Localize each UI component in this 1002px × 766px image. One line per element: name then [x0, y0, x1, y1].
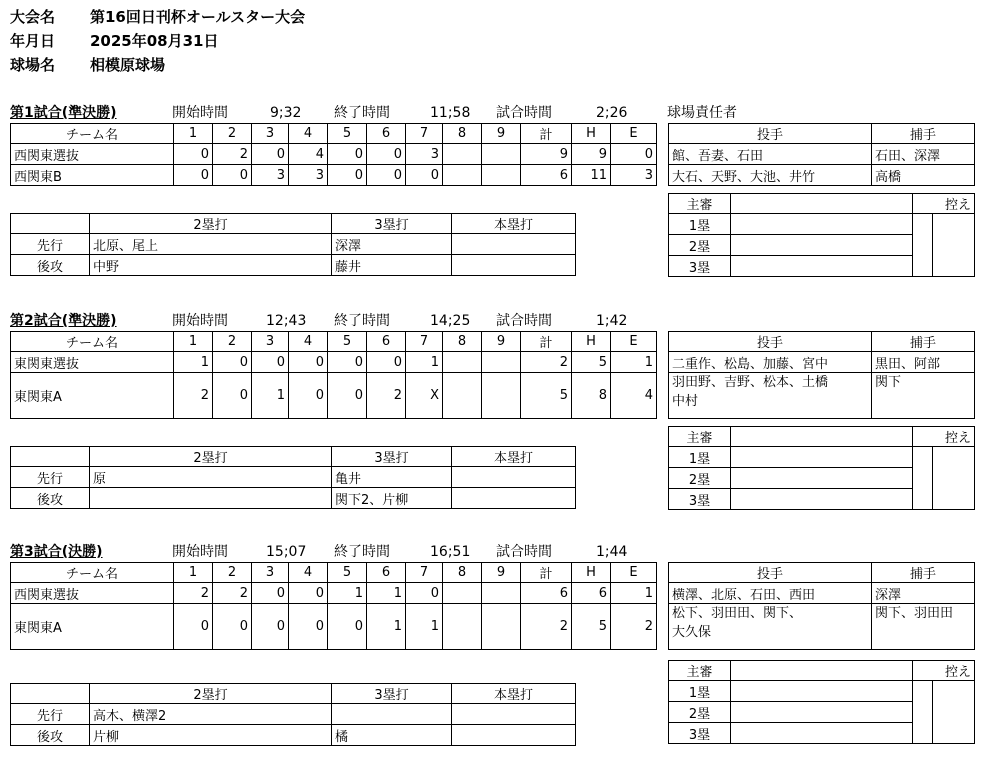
inning-header: 6 — [367, 563, 406, 583]
venue-value: 相模原球場 — [90, 56, 166, 74]
game-title: 第2試合(準決勝) — [10, 313, 117, 329]
inning-score: 0 — [289, 583, 328, 604]
inning-header: 6 — [367, 124, 406, 144]
inning-score: 0 — [367, 165, 406, 186]
inning-score — [482, 604, 521, 650]
double-list: 中野 — [90, 255, 332, 276]
total-header: 計 — [521, 332, 572, 352]
inning-score: 0 — [289, 352, 328, 373]
inning-score — [482, 165, 521, 186]
total-score: 6 — [521, 165, 572, 186]
inning-header: 8 — [443, 563, 482, 583]
scoreboard — [10, 562, 657, 650]
homer-list — [452, 255, 576, 276]
game-title: 第3試合(決勝) — [10, 544, 103, 560]
inning-score: 1 — [406, 604, 443, 650]
date-label: 年月日 — [10, 32, 56, 50]
total-score: 9 — [521, 144, 572, 165]
homer-list — [452, 704, 576, 725]
start-label: 開始時間 — [172, 105, 228, 121]
homer-list — [452, 488, 576, 509]
inning-header: 9 — [482, 563, 521, 583]
team-name: 東関東A — [11, 373, 174, 419]
inning-score: 0 — [174, 604, 213, 650]
inning-header: 7 — [406, 332, 443, 352]
reserve-cell — [933, 681, 975, 744]
triple-list: 関下2、片柳 — [332, 488, 452, 509]
inning-header: 9 — [482, 332, 521, 352]
game-2 — [0, 311, 1002, 551]
catchers: 黒田、阿部 — [872, 352, 975, 373]
team-name: 東関東選抜 — [11, 352, 174, 373]
total-score: 6 — [521, 583, 572, 604]
blank-cell — [11, 214, 90, 234]
inning-score: 0 — [289, 604, 328, 650]
reserve-cell — [913, 447, 933, 510]
inning-score: X — [406, 373, 443, 419]
umpire-3b-label: 3塁 — [669, 256, 731, 277]
inning-header: 5 — [328, 124, 367, 144]
inning-header: 8 — [443, 332, 482, 352]
umpire-1b-label: 1塁 — [669, 214, 731, 235]
inning-score: 3 — [406, 144, 443, 165]
game-3 — [0, 542, 1002, 766]
inning-score: 2 — [174, 373, 213, 419]
duration-value: 1;44 — [596, 544, 628, 560]
catchers: 高橋 — [872, 165, 975, 186]
reserve-header: 控え — [913, 194, 975, 214]
team-row — [11, 165, 657, 186]
pitchers-line-2: 中村 — [672, 394, 699, 409]
hits-count: 9 — [572, 144, 611, 165]
umpire-3b-value — [731, 489, 913, 510]
pitchers: 大石、天野、大池、井竹 — [669, 165, 872, 186]
game-1 — [0, 103, 1002, 343]
inning-header: 4 — [289, 332, 328, 352]
umpire-3b-value — [731, 256, 913, 277]
pitchers: 二重作、松島、加藤、宮中 — [669, 352, 872, 373]
umpire-2b-label: 2塁 — [669, 702, 731, 723]
umpire-2b-label: 2塁 — [669, 468, 731, 489]
hits-count: 6 — [572, 583, 611, 604]
inning-score: 1 — [406, 352, 443, 373]
errors-count: 3 — [611, 165, 657, 186]
team-row — [11, 373, 657, 419]
catchers: 関下、羽田田 — [872, 604, 975, 650]
first-label: 先行 — [11, 467, 90, 488]
inning-score: 0 — [252, 144, 289, 165]
tournament-label: 大会名 — [10, 8, 56, 26]
catcher-header: 捕手 — [872, 332, 975, 352]
triple-list: 藤井 — [332, 255, 452, 276]
pitchers — [669, 373, 872, 419]
pitcher-header: 投手 — [669, 332, 872, 352]
total-header: 計 — [521, 124, 572, 144]
inning-score: 0 — [406, 583, 443, 604]
homer-list — [452, 725, 576, 746]
catcher-header: 捕手 — [872, 124, 975, 144]
inning-score — [482, 352, 521, 373]
inning-score: 0 — [367, 144, 406, 165]
reserve-header: 控え — [913, 427, 975, 447]
errors-count: 1 — [611, 352, 657, 373]
inning-score: 2 — [174, 583, 213, 604]
venue-label: 球場名 — [10, 56, 56, 74]
duration-label: 試合時間 — [496, 105, 552, 121]
inning-score: 3 — [252, 165, 289, 186]
inning-score: 0 — [328, 604, 367, 650]
inning-score: 0 — [174, 144, 213, 165]
catchers: 関下 — [872, 373, 975, 419]
errors-header: E — [611, 332, 657, 352]
umpire-table — [668, 426, 975, 510]
inning-score — [443, 373, 482, 419]
team-col-header: チーム名 — [11, 563, 174, 583]
inning-header: 7 — [406, 124, 443, 144]
umpire-1b-value — [731, 681, 913, 702]
hits-count: 5 — [572, 604, 611, 650]
second-label: 後攻 — [11, 488, 90, 509]
reserve-cell — [933, 447, 975, 510]
umpire-home-label: 主審 — [669, 661, 731, 681]
end-time: 11;58 — [430, 105, 471, 121]
pitchers-line-1: 松下、羽田田、関下、 — [672, 606, 803, 621]
double-list — [90, 488, 332, 509]
team-row — [11, 144, 657, 165]
start-label: 開始時間 — [172, 313, 228, 329]
errors-count: 1 — [611, 583, 657, 604]
reserve-header: 控え — [913, 661, 975, 681]
team-name: 西関東B — [11, 165, 174, 186]
team-row — [11, 583, 657, 604]
errors-count: 2 — [611, 604, 657, 650]
inning-score — [482, 583, 521, 604]
inning-header: 5 — [328, 563, 367, 583]
inning-score: 1 — [174, 352, 213, 373]
start-time: 9;32 — [270, 105, 302, 121]
total-score: 2 — [521, 352, 572, 373]
umpire-home-label: 主審 — [669, 427, 731, 447]
inning-header: 1 — [174, 124, 213, 144]
homer-header: 本塁打 — [452, 214, 576, 234]
duration-value: 1;42 — [596, 313, 628, 329]
catchers: 深澤 — [872, 583, 975, 604]
inning-score: 0 — [213, 373, 252, 419]
inning-score — [443, 604, 482, 650]
team-row — [11, 352, 657, 373]
double-header: 2塁打 — [90, 447, 332, 467]
end-label: 終了時間 — [334, 313, 390, 329]
pitchers-line-2: 大久保 — [672, 625, 712, 640]
inning-score: 4 — [289, 144, 328, 165]
inning-header: 3 — [252, 563, 289, 583]
double-list: 原 — [90, 467, 332, 488]
inning-header: 2 — [213, 563, 252, 583]
end-label: 終了時間 — [334, 544, 390, 560]
inning-score — [443, 144, 482, 165]
triple-header: 3塁打 — [332, 684, 452, 704]
second-label: 後攻 — [11, 255, 90, 276]
team-col-header: チーム名 — [11, 332, 174, 352]
catcher-header: 捕手 — [872, 563, 975, 583]
inning-score: 0 — [252, 352, 289, 373]
inning-score: 0 — [252, 604, 289, 650]
hits-header: H — [572, 332, 611, 352]
inning-score — [482, 373, 521, 419]
umpire-2b-value — [731, 702, 913, 723]
hits-count: 8 — [572, 373, 611, 419]
inning-header: 6 — [367, 332, 406, 352]
first-label: 先行 — [11, 704, 90, 725]
end-time: 16;51 — [430, 544, 471, 560]
umpire-3b-value — [731, 723, 913, 744]
double-list: 片柳 — [90, 725, 332, 746]
umpire-table — [668, 660, 975, 744]
tournament-name: 第16回日刊杯オールスター大会 — [90, 8, 306, 26]
extra-base-hits — [10, 446, 576, 509]
errors-count: 0 — [611, 144, 657, 165]
extra-base-hits — [10, 213, 576, 276]
inning-header: 7 — [406, 563, 443, 583]
duration-label: 試合時間 — [496, 544, 552, 560]
pitchers — [669, 604, 872, 650]
inning-header: 3 — [252, 332, 289, 352]
first-label: 先行 — [11, 234, 90, 255]
blank-cell — [11, 447, 90, 467]
inning-score: 0 — [367, 352, 406, 373]
umpire-2b-label: 2塁 — [669, 235, 731, 256]
umpire-2b-value — [731, 235, 913, 256]
triple-header: 3塁打 — [332, 447, 452, 467]
homer-list — [452, 467, 576, 488]
inning-score: 0 — [289, 373, 328, 419]
inning-header: 1 — [174, 563, 213, 583]
inning-score: 1 — [367, 583, 406, 604]
battery-table — [668, 123, 975, 186]
hits-count: 11 — [572, 165, 611, 186]
inning-score: 0 — [213, 165, 252, 186]
errors-header: E — [611, 563, 657, 583]
catchers: 石田、深澤 — [872, 144, 975, 165]
inning-header: 1 — [174, 332, 213, 352]
date-value: 2025年08月31日 — [90, 32, 219, 50]
duration-value: 2;26 — [596, 105, 628, 121]
errors-count: 4 — [611, 373, 657, 419]
second-label: 後攻 — [11, 725, 90, 746]
triple-list: 橘 — [332, 725, 452, 746]
umpire-3b-label: 3塁 — [669, 489, 731, 510]
inning-score: 0 — [174, 165, 213, 186]
scoreboard — [10, 123, 657, 186]
umpire-3b-label: 3塁 — [669, 723, 731, 744]
extra-base-hits — [10, 683, 576, 746]
triple-list: 亀井 — [332, 467, 452, 488]
pitcher-header: 投手 — [669, 563, 872, 583]
inning-score: 1 — [328, 583, 367, 604]
umpire-home-value — [731, 661, 913, 681]
total-score: 2 — [521, 604, 572, 650]
hits-header: H — [572, 563, 611, 583]
umpire-home-value — [731, 427, 913, 447]
inning-header: 5 — [328, 332, 367, 352]
inning-score: 0 — [406, 165, 443, 186]
inning-header: 9 — [482, 124, 521, 144]
total-header: 計 — [521, 563, 572, 583]
umpire-1b-label: 1塁 — [669, 447, 731, 468]
inning-score — [443, 352, 482, 373]
duration-label: 試合時間 — [496, 313, 552, 329]
inning-score: 3 — [289, 165, 328, 186]
umpire-home-label: 主審 — [669, 194, 731, 214]
inning-score: 1 — [252, 373, 289, 419]
double-list: 高木、横澤2 — [90, 704, 332, 725]
venue-row — [10, 54, 165, 75]
game-title: 第1試合(準決勝) — [10, 105, 117, 121]
inning-score — [482, 144, 521, 165]
homer-list — [452, 234, 576, 255]
pitchers: 館、吾妻、石田 — [669, 144, 872, 165]
end-time: 14;25 — [430, 313, 471, 329]
inning-header: 3 — [252, 124, 289, 144]
team-name: 西関東選抜 — [11, 583, 174, 604]
triple-list: 深澤 — [332, 234, 452, 255]
inning-header: 4 — [289, 124, 328, 144]
inning-score: 0 — [328, 144, 367, 165]
reserve-cell — [913, 681, 933, 744]
homer-header: 本塁打 — [452, 684, 576, 704]
start-time: 12;43 — [266, 313, 307, 329]
inning-score: 0 — [213, 604, 252, 650]
inning-score: 0 — [328, 165, 367, 186]
scoreboard — [10, 331, 657, 419]
inning-score: 2 — [367, 373, 406, 419]
team-name: 西関東選抜 — [11, 144, 174, 165]
errors-header: E — [611, 124, 657, 144]
reserve-cell — [933, 214, 975, 277]
inning-score — [443, 165, 482, 186]
triple-list — [332, 704, 452, 725]
battery-table — [668, 331, 975, 419]
date-row — [10, 30, 219, 51]
umpire-table — [668, 193, 975, 277]
umpire-home-value — [731, 194, 913, 214]
double-list: 北原、尾上 — [90, 234, 332, 255]
pitchers-line-1: 羽田野、吉野、松本、土橋 — [672, 375, 829, 390]
reserve-cell — [913, 214, 933, 277]
inning-header: 8 — [443, 124, 482, 144]
pitcher-header: 投手 — [669, 124, 872, 144]
double-header: 2塁打 — [90, 684, 332, 704]
team-name: 東関東A — [11, 604, 174, 650]
inning-header: 4 — [289, 563, 328, 583]
end-label: 終了時間 — [334, 105, 390, 121]
inning-score: 2 — [213, 583, 252, 604]
umpire-1b-value — [731, 447, 913, 468]
hits-count: 5 — [572, 352, 611, 373]
inning-header: 2 — [213, 124, 252, 144]
start-time: 15;07 — [266, 544, 307, 560]
field-manager-label: 球場責任者 — [667, 105, 737, 121]
umpire-2b-value — [731, 468, 913, 489]
team-row — [11, 604, 657, 650]
inning-score: 0 — [252, 583, 289, 604]
inning-score: 0 — [213, 352, 252, 373]
inning-score — [443, 583, 482, 604]
inning-score: 0 — [328, 352, 367, 373]
inning-header: 2 — [213, 332, 252, 352]
inning-score: 2 — [213, 144, 252, 165]
team-col-header: チーム名 — [11, 124, 174, 144]
triple-header: 3塁打 — [332, 214, 452, 234]
umpire-1b-label: 1塁 — [669, 681, 731, 702]
total-score: 5 — [521, 373, 572, 419]
hits-header: H — [572, 124, 611, 144]
inning-score: 1 — [367, 604, 406, 650]
battery-table — [668, 562, 975, 650]
umpire-1b-value — [731, 214, 913, 235]
start-label: 開始時間 — [172, 544, 228, 560]
double-header: 2塁打 — [90, 214, 332, 234]
pitchers: 横澤、北原、石田、西田 — [669, 583, 872, 604]
inning-score: 0 — [328, 373, 367, 419]
blank-cell — [11, 684, 90, 704]
tournament-row — [10, 6, 305, 27]
homer-header: 本塁打 — [452, 447, 576, 467]
